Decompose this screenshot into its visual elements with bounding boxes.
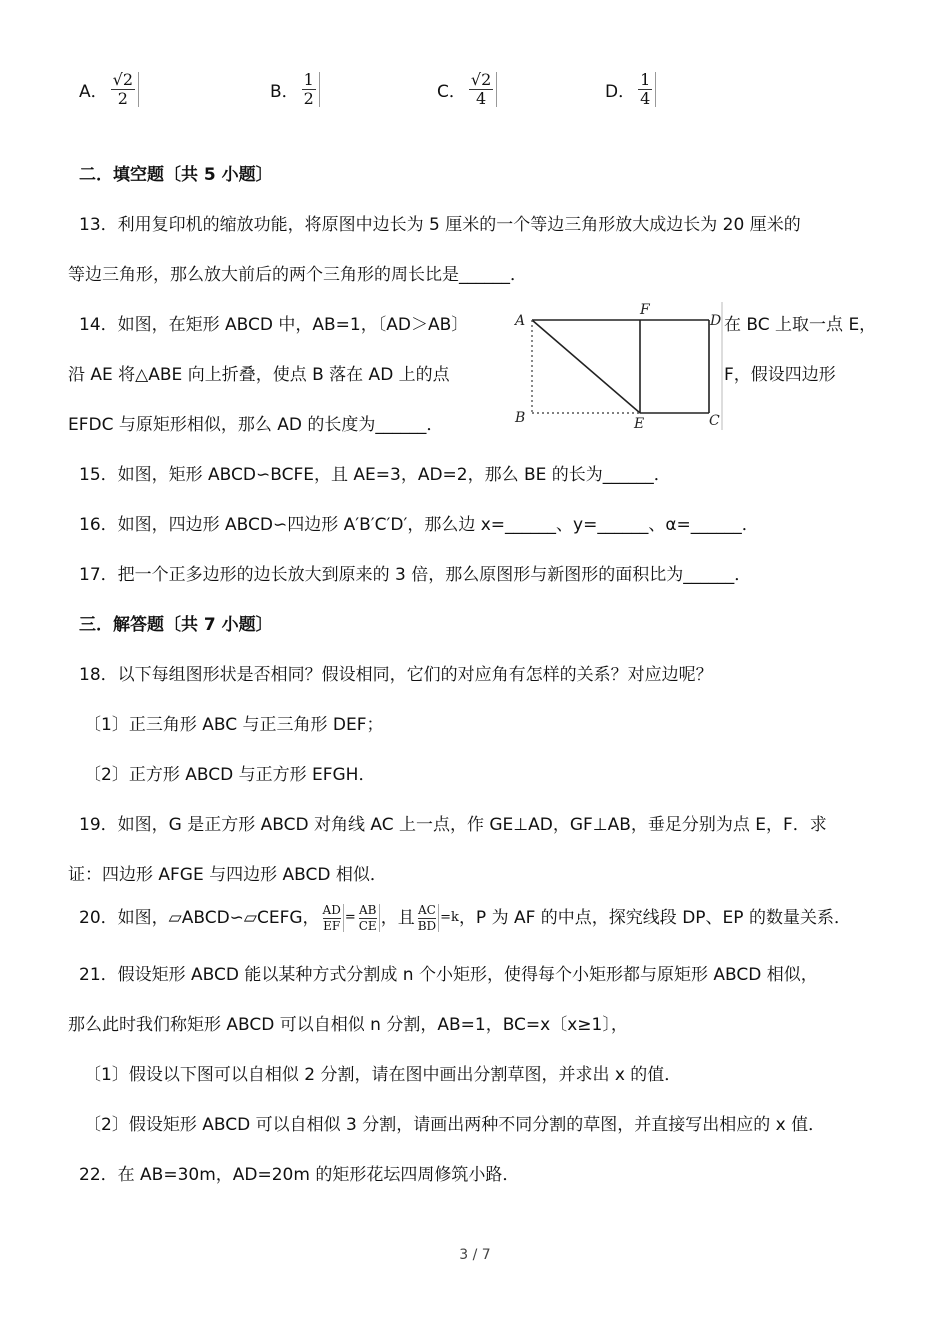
q18-part2: 〔2〕正方形 ABCD 与正方形 EFGH． bbox=[84, 765, 376, 785]
choice-b-letter: B． bbox=[270, 82, 299, 102]
q19-line1: 19．如图，G 是正方形 ABCD 对角线 AC 上一点，作 GE⊥AD，GF⊥AB，垂足分别为点 E，F．求 bbox=[79, 815, 827, 835]
q13-line2: 等边三角形，那么放大前后的两个三角形的周长比是______． bbox=[68, 265, 527, 285]
choice-b bbox=[270, 72, 320, 107]
q14-line1a: 14．如图，在矩形 ABCD 中，AB=1，〔AD＞AB〕 bbox=[79, 315, 469, 335]
label-d: D bbox=[710, 313, 722, 329]
q22: 22．在 AB=30m，AD=20m 的矩形花坛四周修筑小路． bbox=[79, 1165, 520, 1185]
q14-figure bbox=[511, 300, 726, 437]
q20-fraction-ab-ce: $\frac{AB}{CE}$ bbox=[357, 904, 380, 932]
choice-d bbox=[605, 72, 656, 107]
segment-ae bbox=[532, 320, 640, 413]
choice-d-fraction: $\frac{1}{4}$ bbox=[635, 72, 656, 107]
q14-line3: EFDC 与原矩形相似，那么 AD 的长度为______． bbox=[68, 415, 444, 435]
label-e: E bbox=[634, 416, 645, 432]
q20-fraction-ac-bd: $\frac{AC}{BD}$ bbox=[416, 904, 439, 932]
choice-d-letter: D． bbox=[605, 82, 636, 102]
q14-line1b: 在 BC 上取一点 E， bbox=[724, 315, 877, 335]
label-a: A bbox=[515, 313, 526, 329]
choice-c bbox=[437, 72, 497, 107]
choice-a bbox=[79, 72, 139, 107]
section3-title: 三．解答题〔共 7 小题〕 bbox=[79, 615, 273, 635]
q20-fraction-ad-ef: $\frac{AD}{EF}$ bbox=[321, 904, 344, 932]
q14-line2b: F，假设四边形 bbox=[724, 365, 836, 385]
q20: 20．如图，▱ABCD∽▱CEFG， $\frac{AD}{EF}$ = $\frac{AB}{CE}$ ，且 $\frac{AC}{BD}$ =k，P 为 AF 的中点，探究线段 DP、EP 的数量关系． bbox=[79, 902, 851, 933]
label-f: F bbox=[640, 302, 650, 318]
choice-c-letter: C． bbox=[437, 82, 466, 102]
q21-line1: 21．假设矩形 ABCD 能以某种方式分割成 n 个小矩形，使得每个小矩形都与原矩形 ABCD 相似， bbox=[79, 965, 818, 985]
q14-line2a: 沿 AE 将△ABE 向上折叠，使点 B 落在 AD 上的点 bbox=[68, 365, 450, 385]
choice-a-letter: A． bbox=[79, 82, 108, 102]
q21-line2: 那么此时我们称矩形 ABCD 可以自相似 n 分割，AB=1，BC=x〔x≥1〕， bbox=[68, 1015, 628, 1035]
q21-part2: 〔2〕假设矩形 ABCD 可以自相似 3 分割，请画出两种不同分割的草图，并直接写出相应的 x 值． bbox=[84, 1115, 826, 1135]
q16: 16．如图，四边形 ABCD∽四边形 A′B′C′D′，那么边 x=______、y=______、α=______． bbox=[79, 515, 759, 535]
page-number: 3 / 7 bbox=[459, 1247, 491, 1263]
choice-b-fraction: $\frac{1}{2}$ bbox=[299, 72, 320, 107]
q17: 17．把一个正多边形的边长放大到原来的 3 倍，那么原图形与新图形的面积比为______． bbox=[79, 565, 752, 585]
q18-part1: 〔1〕正三角形 ABC 与正三角形 DEF； bbox=[84, 715, 384, 735]
section2-title: 二．填空题〔共 5 小题〕 bbox=[79, 165, 273, 185]
q18-stem: 18．以下每组图形状是否相同？假设相同，它们的对应角有怎样的关系？对应边呢？ bbox=[79, 665, 713, 685]
q19-line2: 证：四边形 AFGE 与四边形 ABCD 相似． bbox=[68, 865, 387, 885]
label-b: B bbox=[515, 410, 526, 426]
q15: 15．如图，矩形 ABCD∽BCFE，且 AE=3，AD=2，那么 BE 的长为______． bbox=[79, 465, 671, 485]
q13-line1: 13．利用复印机的缩放功能，将原图中边长为 5 厘米的一个等边三角形放大成边长为 20 厘米的 bbox=[79, 215, 801, 235]
choice-a-fraction: $\frac{√2}{2}$ bbox=[108, 72, 139, 107]
q21-part1: 〔1〕假设以下图可以自相似 2 分割，请在图中画出分割草图，并求出 x 的值． bbox=[84, 1065, 682, 1085]
label-c: C bbox=[709, 413, 720, 429]
choice-c-fraction: $\frac{√2}{4}$ bbox=[466, 72, 497, 107]
